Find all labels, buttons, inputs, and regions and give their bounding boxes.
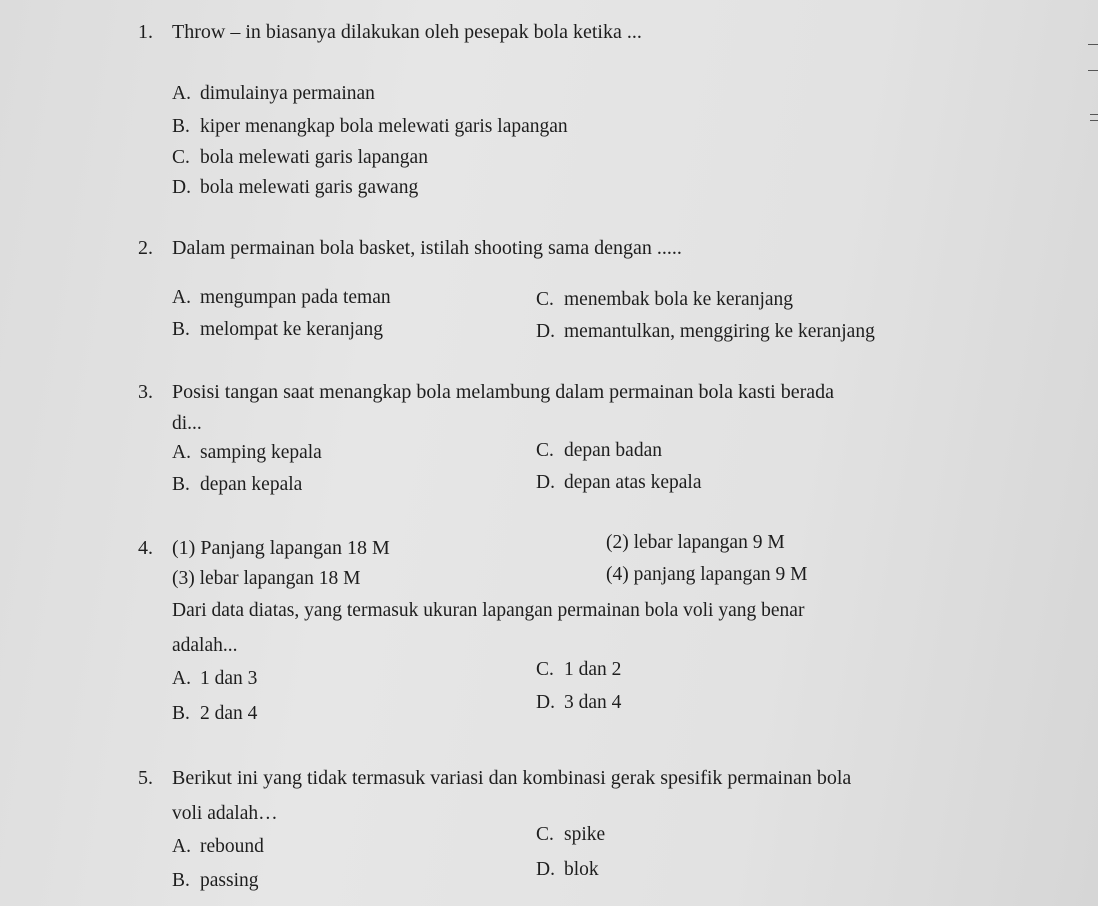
question-1-option-d: [172, 176, 418, 200]
edge-mark: [1088, 44, 1098, 45]
option-letter: D.: [536, 859, 555, 880]
question-3-stem-continued: di...: [172, 413, 202, 434]
option-letter: B.: [172, 474, 190, 495]
question-3-option-c: [536, 439, 662, 463]
option-letter: B.: [172, 703, 190, 724]
question-4-option-b: [172, 702, 257, 726]
question-1-option-a: [172, 82, 375, 106]
question-1-option-b: [172, 115, 568, 139]
question-text: Dalam permainan bola basket, istilah shooting sama dengan .....: [172, 237, 682, 259]
option-text: kiper menangkap bola melewati garis lapangan: [200, 116, 568, 137]
option-letter: D.: [172, 177, 191, 198]
edge-mark: [1090, 120, 1098, 121]
option-text: mengumpan pada teman: [200, 287, 391, 308]
question-2-option-a: [172, 286, 391, 310]
option-text: dimulainya permainan: [200, 83, 375, 104]
option-text: menembak bola ke keranjang: [564, 289, 794, 310]
option-letter: C.: [172, 147, 190, 168]
question-4-stem-continued: adalah...: [172, 635, 238, 656]
option-letter: A.: [172, 836, 191, 857]
question-4-option-a: [172, 667, 257, 691]
question-5-stem-continued: voli adalah…: [172, 803, 278, 824]
question-number: 5.: [138, 767, 153, 789]
question-5-option-d: [536, 858, 599, 882]
question-number: 1.: [138, 21, 153, 43]
question-4-stem-line: Dari data diatas, yang termasuk ukuran lapangan permainan bola voli yang benar: [172, 600, 805, 621]
edge-mark: [1088, 70, 1098, 71]
question-text: Berikut ini yang tidak termasuk variasi dan kombinasi gerak spesifik permainan bola: [172, 767, 852, 789]
question-text: Throw – in biasanya dilakukan oleh pesepak bola ketika ...: [172, 21, 642, 43]
question-number: 2.: [138, 237, 153, 259]
option-text: 1 dan 3: [200, 668, 258, 689]
option-letter: A.: [172, 442, 191, 463]
question-3-stem: [138, 380, 834, 404]
option-letter: C.: [536, 289, 554, 310]
option-text: passing: [200, 870, 259, 891]
question-2-option-d: [536, 320, 875, 344]
option-letter: A.: [172, 287, 191, 308]
option-text: 1 dan 2: [564, 659, 622, 680]
question-3-option-a: [172, 441, 322, 465]
option-text: bola melewati garis lapangan: [200, 147, 428, 168]
question-4-item-3: (3) lebar lapangan 18 M: [172, 568, 361, 589]
question-2-stem: [138, 236, 682, 260]
option-text: 3 dan 4: [564, 692, 622, 713]
question-4-item-2: (2) lebar lapangan 9 M: [606, 532, 785, 553]
option-letter: B.: [172, 870, 190, 891]
option-letter: A.: [172, 668, 191, 689]
question-2-option-b: [172, 318, 383, 342]
question-3-option-d: [536, 471, 702, 495]
option-text: memantulkan, menggiring ke keranjang: [564, 321, 875, 342]
option-letter: B.: [172, 319, 190, 340]
question-4-option-c: [536, 658, 621, 682]
option-letter: C.: [536, 440, 554, 461]
option-text: blok: [564, 859, 599, 880]
option-text: rebound: [200, 836, 264, 857]
question-1-stem: [138, 20, 642, 44]
question-5-option-c: [536, 823, 605, 847]
option-letter: C.: [536, 824, 554, 845]
question-number: 3.: [138, 381, 153, 403]
question-4-option-d: [536, 691, 621, 715]
option-letter: D.: [536, 692, 555, 713]
question-text: Posisi tangan saat menangkap bola melambung dalam permainan bola kasti berada: [172, 381, 835, 403]
question-3-option-b: [172, 473, 302, 497]
question-5-option-a: [172, 835, 264, 859]
question-5-stem: [138, 766, 851, 790]
option-text: melompat ke keranjang: [200, 319, 384, 340]
option-letter: B.: [172, 116, 190, 137]
question-2-option-c: [536, 288, 793, 312]
option-text: depan badan: [564, 440, 662, 461]
option-letter: D.: [536, 321, 555, 342]
question-1-option-c: [172, 146, 428, 170]
edge-mark: [1090, 114, 1098, 115]
question-item-1: (1) Panjang lapangan 18 M: [172, 537, 390, 559]
question-5-option-b: [172, 869, 259, 893]
question-4-stem: [138, 536, 390, 560]
question-number: 4.: [138, 537, 153, 559]
option-letter: C.: [536, 659, 554, 680]
option-letter: D.: [536, 472, 555, 493]
option-text: depan atas kepala: [564, 472, 702, 493]
option-text: 2 dan 4: [200, 703, 258, 724]
option-text: samping kepala: [200, 442, 322, 463]
question-4-item-4: (4) panjang lapangan 9 M: [606, 564, 808, 585]
option-text: depan kepala: [200, 474, 303, 495]
option-text: spike: [564, 824, 606, 845]
option-text: bola melewati garis gawang: [200, 177, 419, 198]
option-letter: A.: [172, 83, 191, 104]
